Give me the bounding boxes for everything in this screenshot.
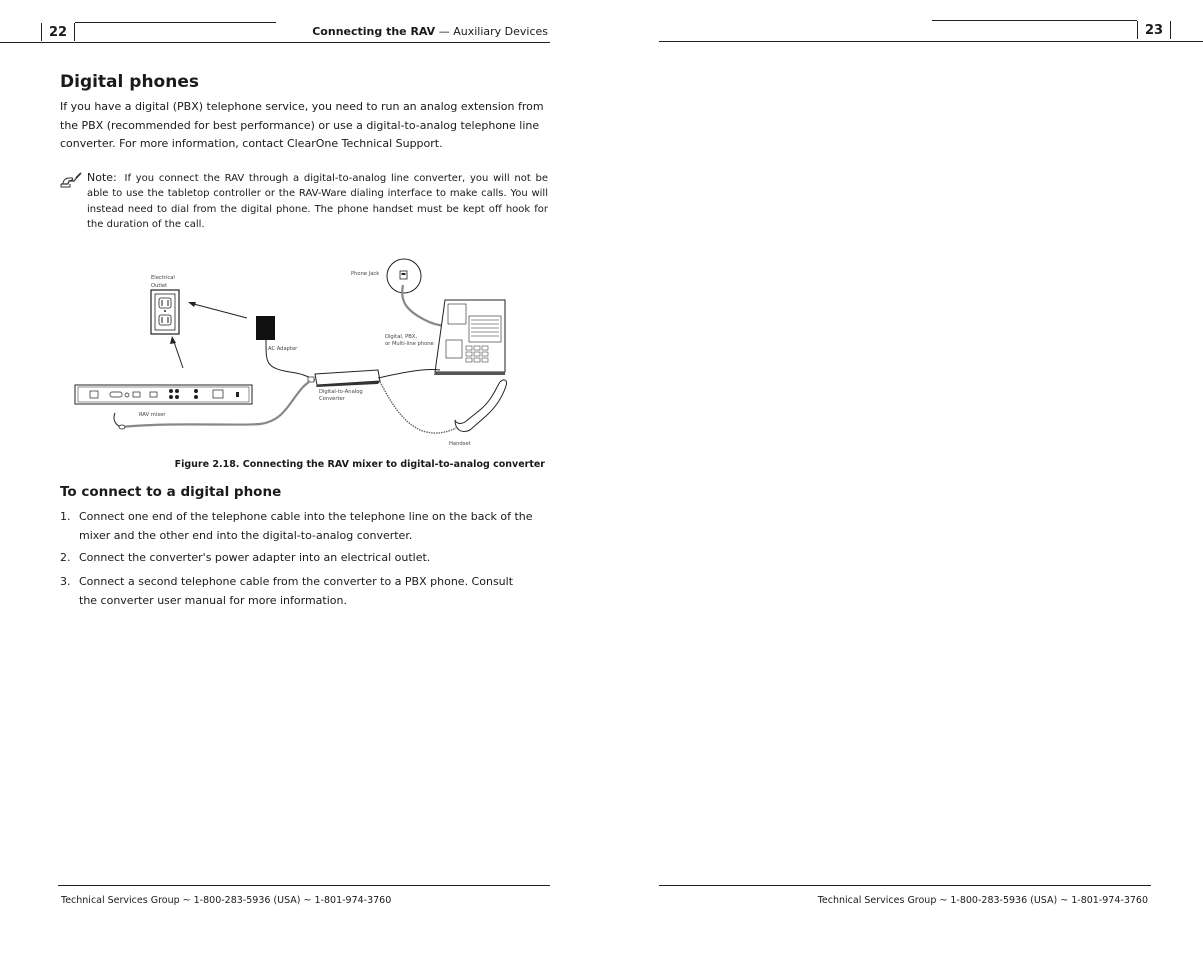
digital-phone [434, 300, 505, 375]
label-handset: Handset [449, 441, 471, 447]
label-electrical-outlet-2: Outlet [151, 283, 168, 289]
label-converter-2: Converter [319, 396, 345, 402]
note-label: Note: [87, 171, 117, 184]
page-number: 22 [41, 23, 75, 41]
electrical-outlet [151, 290, 179, 334]
converter-phone-cable [378, 369, 440, 378]
label-digital-phone-1: Digital, PBX, [385, 334, 418, 340]
step-number: 3. [60, 575, 71, 588]
header-separator: — [438, 25, 450, 38]
subheading: To connect to a digital phone [60, 484, 282, 500]
footer-rule [58, 885, 550, 886]
header-rule-top [932, 20, 1137, 21]
step-item [60, 573, 550, 611]
arrow-adapter-to-outlet [188, 302, 247, 318]
footer-text: Technical Services Group ~ 1-800-283-5936 (USA) ~ 1-801-974-3760 [817, 895, 1148, 906]
label-rav-mixer: RAV mixer [139, 412, 166, 418]
label-converter-1: Digital-to-Analog [319, 389, 363, 395]
handset [455, 380, 507, 432]
note-text: If you connect the RAV through a digital-to-analog line converter, you will not be able to use the tabletop controller or the RAV-Ware dialing interface to make calls. You will instead need to dial from the digital phone. The phone handset must be kept off hook for the duration of the call. [87, 173, 548, 230]
header-title-light: Auxiliary Devices [453, 25, 548, 38]
intro-paragraph: If you have a digital (PBX) telephone service, you need to run an analog extension from the PBX (recommended for best performance) or use a digital-to-analog telephone line converter. For more information, contact ClearOne Technical Support. [60, 100, 544, 150]
handset-coil-cord [380, 382, 456, 433]
footer-rule [659, 885, 1151, 886]
running-header [312, 25, 548, 38]
step-text: Connect a second telephone cable from the converter to a PBX phone. Consult the converter user manual for more information. [79, 575, 514, 607]
arrow-mixer-to-outlet [170, 336, 183, 368]
connection-diagram [60, 250, 550, 455]
step-item [60, 508, 550, 546]
digital-to-analog-converter [308, 370, 380, 387]
ac-adapter [256, 316, 275, 340]
label-ac-adapter: AC Adapter [268, 346, 298, 352]
step-item [60, 549, 550, 569]
page-number: 23 [1137, 21, 1171, 39]
header-rule-bottom [659, 41, 1203, 42]
step-text: Connect one end of the telephone cable into the telephone line on the back of the mixer and the other end into the digital-to-analog converter. [79, 510, 533, 542]
label-digital-phone-2: or Multi-line phone [385, 341, 434, 347]
header-title-bold: Connecting the RAV [312, 25, 436, 38]
note-block [87, 170, 548, 232]
figure-caption: Figure 2.18. Connecting the RAV mixer to digital-to-analog converter [174, 459, 545, 470]
header-rule-top [75, 22, 276, 23]
footer-text: Technical Services Group ~ 1-800-283-5936 (USA) ~ 1-801-974-3760 [61, 895, 392, 906]
header-rule-bottom [0, 42, 550, 43]
step-number: 1. [60, 510, 71, 523]
label-electrical-outlet-1: Electrical [151, 275, 175, 281]
label-phone-jack: Phone Jack [351, 271, 380, 277]
rav-mixer [75, 385, 252, 404]
step-number: 2. [60, 551, 71, 564]
writing-hand-icon [60, 172, 82, 192]
step-text: Connect the converter's power adapter into an electrical outlet. [79, 551, 431, 564]
section-heading: Digital phones [60, 72, 199, 92]
